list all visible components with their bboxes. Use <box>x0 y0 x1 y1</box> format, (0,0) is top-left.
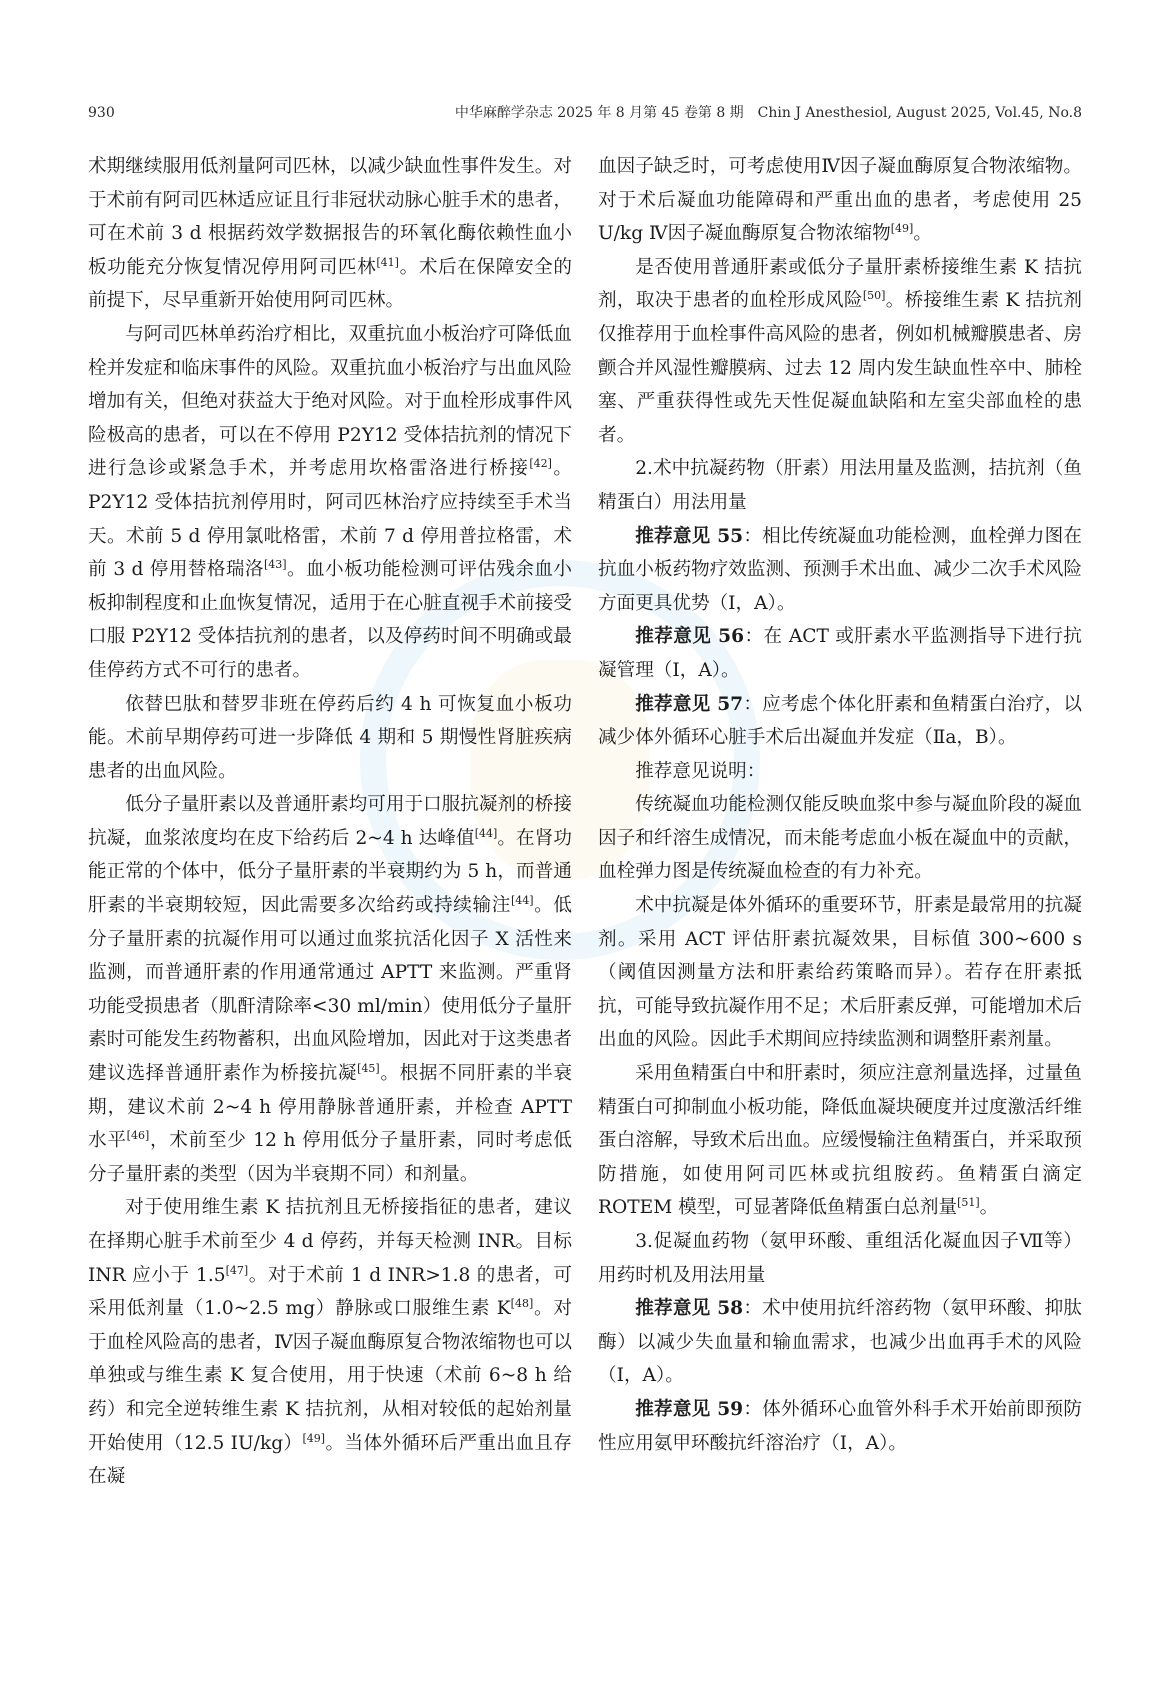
citation[interactable]: [48] <box>510 1297 534 1310</box>
citation[interactable]: [46] <box>126 1129 150 1143</box>
recommendation-56: 推荐意见 56：在 ACT 或肝素水平监测指导下进行抗凝管理（Ⅰ，A）。 <box>598 626 1082 681</box>
recommendation-55: 推荐意见 55：相比传统凝血功能检测，血栓弹力图在抗血小板药物疗效监测、预测手术出血、减少二次手术风险方面更具优势（Ⅰ，A）。 <box>598 525 1082 614</box>
citation[interactable]: [44] <box>474 826 498 840</box>
running-header <box>88 100 1082 126</box>
citation[interactable]: [49] <box>890 222 914 235</box>
paragraph: 血因子缺乏时，可考虑使用Ⅳ因子凝血酶原复合物浓缩物。对于术后凝血功能障碍和严重出血的患者，考虑使用 25 U/kg Ⅳ因子凝血酶原复合物浓缩物[49]。 <box>598 156 1082 245</box>
citation[interactable]: [43] <box>263 557 287 571</box>
paragraph: 术中抗凝是体外循环的重要环节，肝素是最常用的抗凝剂。采用 ACT 评估肝素抗凝效果，目标值 300~600 s（阈值因测量方法和肝素给药策略而异）。若存在肝素抵抗，可能导致抗凝作用不足；术后肝素反弹，可能增加术后出血的风险。因此手术期间应持续监测和调整肝素剂量。 <box>598 895 1082 1051</box>
recommendation-59: 推荐意见 59：体外循环心血管外科手术开始前即预防性应用氨甲环酸抗纤溶治疗（Ⅰ，A）。 <box>598 1398 1082 1454</box>
paragraph: 对于使用维生素 K 拮抗剂且无桥接指征的患者，建议在择期心脏手术前至少 4 d 停药，并每天检测 INR。目标 INR 应小于 1.5[47]。对于术前 1 d INR>1.8 的患者，可采用低剂量（1.0~2.5 mg）静脉或口服维生素 K[48]。对于血栓风险高的患者，Ⅳ因子凝血酶原复合物浓缩物也可以单独或与维生素 K 复合使用，用于快速（术前 6~8 h 给药）和完全逆转维生素 K 拮抗剂，从相对较低的起始剂量开始使用（12.5 IU/kg）[49]。当体外循环后严重出血且存在凝 <box>88 1197 572 1488</box>
note-title: 推荐意见说明： <box>635 760 766 782</box>
citation[interactable]: [45] <box>357 1061 380 1075</box>
recommendation-57: 推荐意见 57：应考虑个体化肝素和鱼精蛋白治疗，以减少体外循环心脏手术后出凝血并发症（Ⅱa，B）。 <box>598 693 1082 749</box>
paragraph: 传统凝血功能检测仅能反映血浆中参与凝血阶段的凝血因子和纤溶生成情况，而未能考虑血小板在凝血中的贡献，血栓弹力图是传统凝血检查的有力补充。 <box>598 794 1082 883</box>
paragraph: 低分子量肝素以及普通肝素均可用于口服抗凝剂的桥接抗凝，血浆浓度均在皮下给药后 2~4 h 达峰值[44]。在肾功能正常的个体中，低分子量肝素的半衰期约为 5 h，而普通肝素的半衰期较短，因此需要多次给药或持续输注[44]。低分子量肝素的抗凝作用可以通过血浆抗活化因子 X 活性来监测，而普通肝素的作用通常通过 APTT 来监测。严重肾功能受损患者（肌酐清除率<30 ml/min）使用低分子量肝素时可能发生药物蓄积，出血风险增加，因此对于这类患者建议选择普通肝素作为桥接抗凝[45]。根据不同肝素的半衰期，建议术前 2~4 h 停用静脉普通肝素，并检查 APTT 水平[46]，术前至少 12 h 停用低分子量肝素，同时考虑低分子量肝素的类型（因为半衰期不同）和剂量。 <box>88 794 572 1185</box>
citation[interactable]: [44] <box>510 893 534 907</box>
recommendation-label: 推荐意见 59 <box>635 1398 744 1420</box>
citation[interactable]: [47] <box>225 1263 249 1277</box>
citation[interactable]: [41] <box>376 255 399 269</box>
citation[interactable]: [42] <box>529 457 552 471</box>
paragraph: 采用鱼精蛋白中和肝素时，须应注意剂量选择，过量鱼精蛋白可抑制血小板功能，降低血凝块硬度并过度激活纤维蛋白溶解，导致术后出血。应缓慢输注鱼精蛋白，并采取预防措施，如使用阿司匹林或抗组胺药。鱼精蛋白滴定 ROTEM 模型，可显著降低鱼精蛋白总剂量[51]。 <box>598 1063 1082 1219</box>
section-heading: 2.术中抗凝药物（肝素）用法用量及监测，拮抗剂（鱼精蛋白）用法用量 <box>598 458 1082 513</box>
right-column <box>598 150 1082 1460</box>
left-column <box>88 150 572 1494</box>
recommendation-label: 推荐意见 55 <box>635 525 744 547</box>
citation[interactable]: [50] <box>862 289 886 303</box>
citation[interactable]: [49] <box>302 1431 326 1445</box>
recommendation-label: 推荐意见 58 <box>635 1298 744 1320</box>
citation[interactable]: [51] <box>957 1196 980 1210</box>
journal-citation: 中华麻醉学杂志 2025 年 8 月第 45 卷第 8 期 Chin J Anesthesiol, August 2025, Vol.45, No.8 <box>454 105 1082 121</box>
recommendation-label: 推荐意见 56 <box>635 626 745 648</box>
recommendation-label: 推荐意见 57 <box>635 693 744 715</box>
paragraph: 与阿司匹林单药治疗相比，双重抗血小板治疗可降低血栓并发症和临床事件的风险。双重抗血小板治疗与出血风险增加有关，但绝对获益大于绝对风险。对于血栓形成事件风险极高的患者，可以在不停用 P2Y12 受体拮抗剂的情况下进行急诊或紧急手术，并考虑用坎格雷洛进行桥接[42]。P2Y12 受体拮抗剂停用时，阿司匹林治疗应持续至手术当天。术前 5 d 停用氯吡格雷，术前 7 d 停用普拉格雷，术前 3 d 停用替格瑞洛[43]。血小板功能检测可评估残余血小板抑制程度和止血恢复情况，适用于在心脏直视手术前接受口服 P2Y12 受体拮抗剂的患者，以及停药时间不明确或最佳停药方式不可行的患者。 <box>88 323 572 681</box>
paragraph: 术期继续服用低剂量阿司匹林，以减少缺血性事件发生。对于术前有阿司匹林适应证且行非冠状动脉心脏手术的患者，可在术前 3 d 根据药效学数据报告的环氧化酶依赖性血小板功能充分恢复情况停用阿司匹林[41]。术后在保障安全的前提下，尽早重新开始使用阿司匹林。 <box>88 156 572 312</box>
recommendation-58: 推荐意见 58：术中使用抗纤溶药物（氨甲环酸、抑肽酶）以减少失血量和输血需求，也减少出血再手术的风险（Ⅰ，A）。 <box>598 1298 1082 1387</box>
paragraph: 依替巴肽和替罗非班在停药后约 4 h 可恢复血小板功能。术前早期停药可进一步降低 4 期和 5 期慢性肾脏疾病患者的出血风险。 <box>88 693 572 782</box>
page-number: 930 <box>88 105 115 121</box>
section-heading: 3.促凝血药物（氨甲环酸、重组活化凝血因子Ⅶ等）用药时机及用法用量 <box>598 1231 1082 1286</box>
paragraph: 是否使用普通肝素或低分子量肝素桥接维生素 K 拮抗剂，取决于患者的血栓形成风险[50]。桥接维生素 K 拮抗剂仅推荐用于血栓事件高风险的患者，例如机械瓣膜患者、房颤合并风湿性瓣膜病、过去 12 周内发生缺血性卒中、肺栓塞、严重获得性或先天性促凝血缺陷和左室尖部血栓的患者。 <box>598 256 1082 446</box>
